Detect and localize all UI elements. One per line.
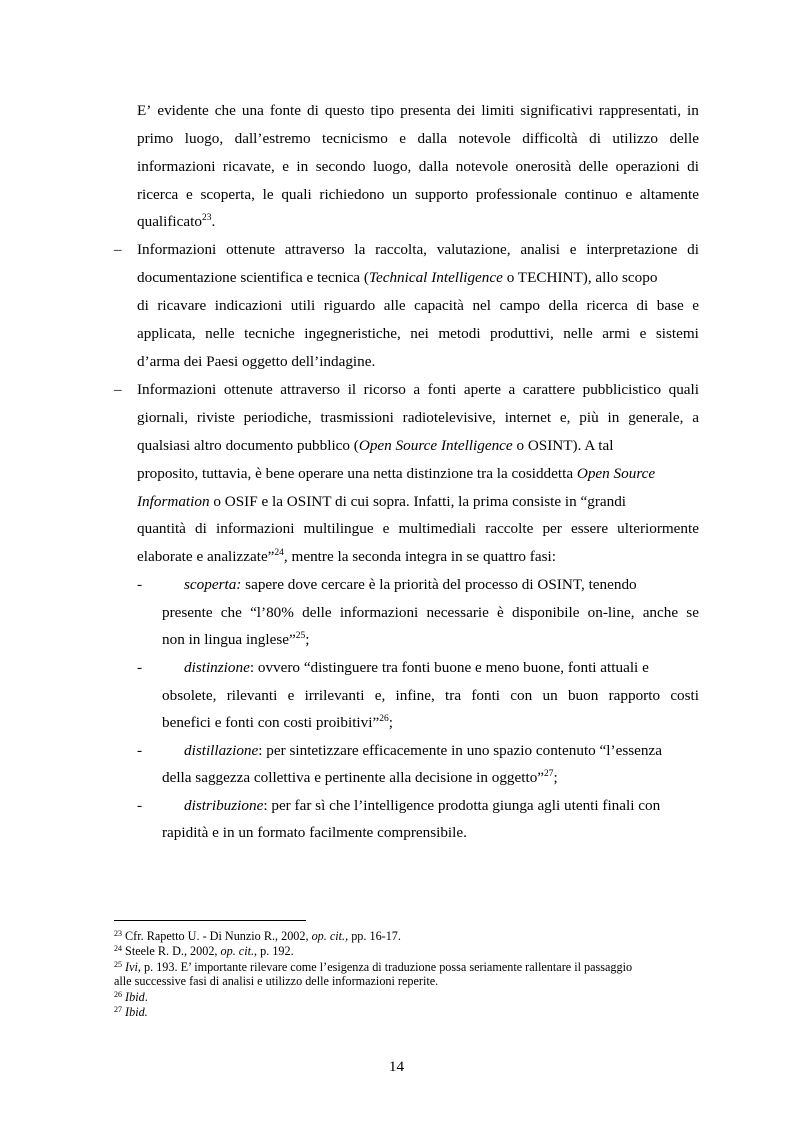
text-line: della saggezza collettiva e pertinente alla decisione in oggetto”$^{27}$; bbox=[162, 769, 558, 786]
text-line: distinzione : ovvero “distinguere tra fonti buone e meno buone, fonti attuali e bbox=[184, 659, 649, 676]
footnote-ref-24: 24 bbox=[274, 548, 284, 558]
footnote-23: $^{23}$ Cfr. Rapetto U. - Di Nunzio R., 2002, op. cit., pp. 16-17. bbox=[114, 929, 401, 943]
text-line: di ricavare indicazioni utili riguardo alle capacità nel campo della ricerca di base e bbox=[137, 297, 699, 314]
text-line: distillazione : per sintetizzare efficacemente in uno spazio contenuto “l’essenza bbox=[184, 742, 662, 759]
footnote-ref-26: 26 bbox=[379, 714, 389, 724]
footnote-separator bbox=[114, 920, 306, 921]
text-line: presente che “l’80% delle informazioni necessarie è disponibile on-line, anche se bbox=[162, 604, 699, 621]
footnote-ref-25: 25 bbox=[295, 631, 306, 641]
text-line: elaborate e analizzate”$^{24}$, mentre la seconda integra in se quattro fasi: bbox=[137, 548, 556, 565]
text-line: benefici e fonti con costi proibitivi”$^{26}$; bbox=[162, 714, 393, 731]
text-line: non in lingua inglese”$^{25}$; bbox=[162, 631, 310, 648]
text-line: giornali, riviste periodiche, trasmissioni radiotelevisive, internet e, più in generale, a bbox=[137, 409, 699, 426]
sub-bullet-dash: - bbox=[137, 742, 143, 759]
text-line: rapidità e in un formato facilmente comprensibile. bbox=[162, 824, 467, 841]
sub-bullet-dash: - bbox=[137, 576, 143, 593]
text-line: Informazioni ottenute attraverso il ricorso a fonti aperte a carattere pubblicistico quali bbox=[137, 381, 699, 398]
text-line: proposito, tuttavia, è bene operare una netta distinzione tra la cosiddetta Open Source bbox=[137, 465, 656, 482]
footnote-27: $^{27}$ Ibid. bbox=[114, 1005, 148, 1019]
footnote-26: $^{26}$ Ibid. bbox=[114, 990, 148, 1004]
text-line: qualificato$^{23}$. bbox=[137, 213, 216, 230]
bullet-dash: – bbox=[114, 381, 122, 398]
footnote-ref-23: 23 bbox=[201, 213, 212, 223]
text-line: E’ evidente che una fonte di questo tipo presenta dei limiti significativi rappresentati, in bbox=[137, 102, 699, 119]
footnote-24: $^{24}$ Steele R. D., 2002, op. cit., p. 192. bbox=[114, 944, 294, 958]
text-line: Informazioni ottenute attraverso la raccolta, valutazione, analisi e interpretazione di bbox=[137, 241, 699, 258]
text-line: scoperta: sapere dove cercare è la priorità del processo di OSINT, tenendo bbox=[184, 576, 637, 593]
footnote-25: $^{25}$ Ivi, p. 193. E’ importante rilevare come l’esigenza di traduzione possa seriamente rallentare il passaggio alle successive fasi di analisi e utilizzo delle informazioni reperite. bbox=[114, 960, 633, 988]
text-line: qualsiasi altro documento pubblico ( Open Source Intelligence o OSINT). A tal bbox=[137, 437, 614, 454]
text-line: primo luogo, dall’estremo tecnicismo e dalla notevole difficoltà di utilizzo delle bbox=[137, 130, 699, 147]
page-number: 14 bbox=[388, 1058, 405, 1075]
sub-bullet-dash: - bbox=[137, 659, 143, 676]
text-line: Information o OSIF e la OSINT di cui sopra. Infatti, la prima consiste in “grandi bbox=[137, 493, 627, 510]
bullet-dash: – bbox=[114, 241, 122, 258]
text-line: applicata, nelle tecniche ingegneristiche, nei metodi produttivi, nelle armi e sistemi bbox=[137, 325, 699, 342]
text-line: ricerca e scoperta, le quali richiedono un supporto professionale continuo e altamente bbox=[137, 186, 699, 203]
text-line: distribuzione : per far sì che l’intelligence prodotta giunga agli utenti finali con bbox=[184, 797, 661, 814]
text-line: documentazione scientifica e tecnica ( Technical Intelligence o TECHINT), allo scopo bbox=[137, 269, 658, 286]
text-line: obsolete, rilevanti e irrilevanti e, infine, tra fonti con un buon rapporto costi bbox=[162, 687, 699, 704]
text-line: quantità di informazioni multilingue e multimediali raccolte per essere ulteriormente bbox=[137, 520, 699, 537]
sub-bullet-dash: - bbox=[137, 797, 143, 814]
footnote-ref-27: 27 bbox=[544, 769, 554, 779]
text-line: d’arma dei Paesi oggetto dell’indagine. bbox=[137, 353, 376, 370]
text-line: informazioni ricavate, e in secondo luogo, dalla notevole onerosità delle operazioni di bbox=[137, 158, 699, 175]
